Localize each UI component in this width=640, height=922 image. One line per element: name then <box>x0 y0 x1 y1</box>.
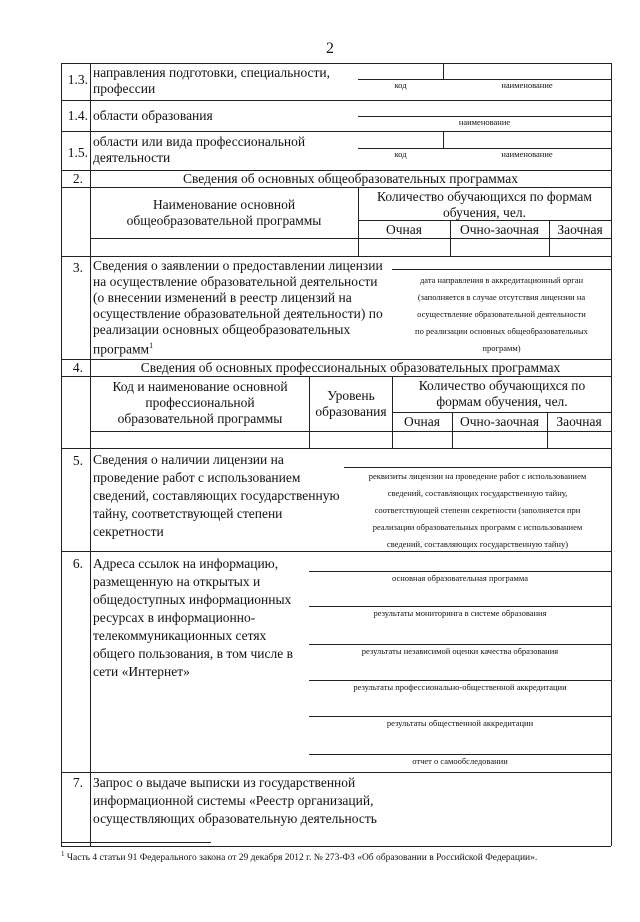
page-number: 2 <box>326 40 334 57</box>
section-header: Сведения об основных общеобразовательных программах <box>182 171 518 186</box>
row-number: 1.4. <box>67 108 88 123</box>
field-caption <box>346 468 609 553</box>
column-header: Заочная <box>557 222 603 237</box>
field-caption <box>394 272 609 357</box>
caption-line: программ) <box>482 343 521 353</box>
column-header: Очно-заочная <box>460 222 539 237</box>
footnote-marker: 1 <box>149 341 154 350</box>
caption-line: сведений, составляющих государственную тайну) <box>386 539 569 549</box>
row-number: 2. <box>72 171 83 186</box>
field-caption: основная образовательная программа <box>391 573 528 583</box>
field-caption: наименование <box>501 80 553 90</box>
caption-line: дата направления в аккредитационный орган <box>419 275 584 285</box>
column-header: Количество обучающихся по формам обучения, чел. <box>377 189 592 220</box>
row-label: области образования <box>93 108 213 123</box>
field-caption: результаты общественной аккредитации <box>386 718 534 728</box>
field-caption: код <box>394 80 407 90</box>
row-number: 5. <box>72 453 83 468</box>
column-header: Код и наименование основной профессиональной образовательной программы <box>112 379 288 426</box>
caption-line: по реализации основных общеобразовательных <box>415 326 588 336</box>
row-label: области или вида профессиональной деятельности <box>93 134 306 165</box>
row-label: Сведения о наличии лицензии на проведение работ с использованием сведений, составляющих государственную тайну, соответствующей степени секретности <box>93 452 340 539</box>
column-header: Очная <box>386 222 422 237</box>
column-header: Очно-заочная <box>460 414 539 429</box>
field-caption: результаты мониторинга в системе образования <box>373 608 547 618</box>
field-caption: наименование <box>501 149 553 159</box>
column-header: Наименование основной общеобразовательной программы <box>126 197 322 228</box>
row-number: 7. <box>72 775 83 790</box>
field-caption: код <box>394 149 407 159</box>
row-label: направления подготовки, специальности, профессии <box>93 65 331 96</box>
row-label: Адреса ссылок на информацию, размещенную на открытых и общедоступных информационных ресурсах в информационно-телекоммуникационных сетях общего пользования, в том числе в сети «Интернет» <box>93 556 293 679</box>
field-caption: результаты профессионально-общественной аккредитации <box>353 682 567 692</box>
field-caption: результаты независимой оценки качества образования <box>361 646 559 656</box>
column-header: Количество обучающихся по формам обучения, чел. <box>418 378 586 409</box>
caption-line: сведений, составляющих государственную тайну, <box>387 488 568 498</box>
field-caption: наименование <box>458 117 511 127</box>
row-number: 4. <box>72 360 83 375</box>
caption-line: осуществление образовательной деятельности <box>417 309 586 319</box>
section-header: Сведения об основных профессиональных образовательных программах <box>140 360 561 375</box>
column-header: Очная <box>404 414 440 429</box>
row-number: 6. <box>72 556 83 571</box>
caption-line: реализации образовательных программ с использованием <box>372 522 583 532</box>
caption-line: соответствующей степени секретности (заполняется при <box>374 505 581 515</box>
footnote-marker: 1 <box>61 850 65 858</box>
row-label <box>93 258 389 358</box>
footnote-text: Часть 4 статьи 91 Федерального закона от 29 декабря 2012 г. № 273-ФЗ «Об образовании в Российской Федерации». <box>66 853 538 864</box>
field-caption: отчет о самообследовании <box>412 756 508 766</box>
footnote-rule <box>61 842 211 843</box>
column-header: Уровень образования <box>315 388 387 419</box>
row-number: 3. <box>72 260 83 275</box>
column-header: Заочная <box>556 414 602 429</box>
row-number: 1.3. <box>67 72 88 87</box>
row-label-text: Сведения о заявлении о предоставлении лицензии на осуществление образовательной деятельности (о внесении изменений в реестр лицензий на осуществление образовательной деятельности) по реализации основных общеобразовательных программ <box>93 258 383 357</box>
caption-line: (заполняется в случае отсутствия лицензии на <box>417 292 586 302</box>
footnote <box>61 848 621 864</box>
row-number: 1.5. <box>67 145 88 160</box>
caption-line: реквизиты лицензии на проведение работ с использованием <box>368 471 587 481</box>
row-label: Запрос о выдаче выписки из государственной информационной системы «Реестр организаций, осуществляющих образовательную деятельность <box>93 775 377 826</box>
